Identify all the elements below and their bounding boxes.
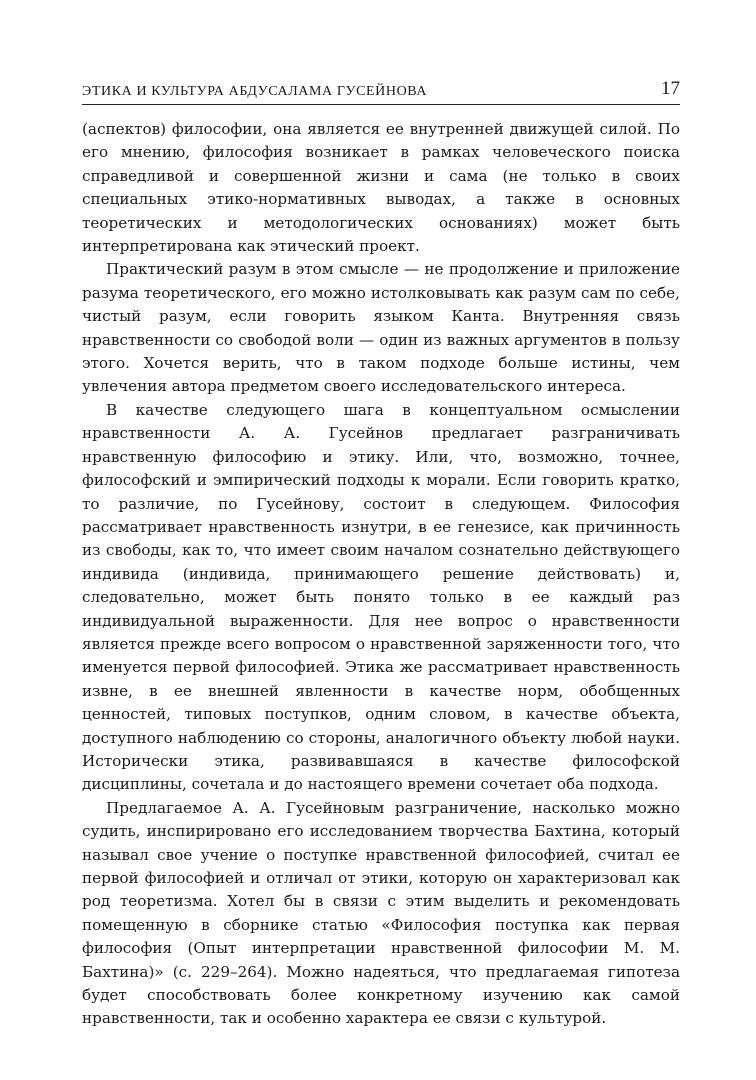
paragraph-2: Практический разум в этом смысле — не продолжение и приложение разума теоретического, его можно истолковывать как разум сам по себе, чистый разум, если говорить языком Канта. Внутренняя связь нравственности со свободой воли — один из важных аргументов в пользу этого. Хочется верить, что в таком подходе больше истины, чем увлечения автора предметом своего исследовательского интереса. bbox=[82, 260, 680, 396]
page-number: 17 bbox=[661, 78, 680, 99]
book-page bbox=[82, 72, 680, 1031]
paragraph-3: В качестве следующего шага в концептуальном осмыслении нравственности А. А. Гусейнов предлагает разграничивать нравственную философию и этику. Или, что, возможно, точнее, философский и эмпирический подходы к морали. Если говорить кратко, то различие, по Гусейнову, состоит в следующем. Философия рассматривает нравственность изнутри, в ее генезисе, как причинность из свободы, как то, что имеет своим началом сознательно действующего индивида (индивида, принимающего решение действовать) и, следовательно, может быть понято только в ее каждый раз индивидуальной выраженности. Для нее вопрос о нравственности является прежде всего вопросом о нравственной заряженности того, что именуется первой философией. Этика же рассматривает нравственность извне, в ее внешней явленности в качестве норм, обобщенных ценностей, типовых поступков, одним словом, в качестве объекта, доступного наблюдению со стороны, аналогичного объекту любой науки. Исторически этика, развивавшаяся в качестве философской дисциплины, сочетала и до настоящего времени сочетает оба подхода. bbox=[82, 400, 680, 794]
paragraph-1: (аспектов) философии, она является ее внутренней движущей силой. По его мнению, философия возникает в рамках человеческого поиска справедливой и совершенной жизни и сама (не только в своих специальных этико-нормативных выводах, а также в основных теоретических и методологических основаниях) может быть интерпретирована как этический проект. bbox=[82, 120, 680, 256]
body-text bbox=[82, 118, 680, 1031]
paragraph-4: Предлагаемое А. А. Гусейновым разграничение, насколько можно судить, инспирировано его исследованием творчества Бахтина, который называл свое учение о поступке нравственной философией, считал ее первой философией и отличал от этики, которую он характеризовал как род теоретизма. Хотел бы в связи с этим выделить и рекомендовать помещенную в сборнике статью «Философия поступка как первая философия (Опыт интерпретации нравственной философии М. М. Бахтина)» (с. 229–264). Можно надеяться, что предлагаемая гипотеза будет способствовать более конкретному изучению как самой нравственности, так и особенно характера ее связи с культурой. bbox=[82, 798, 680, 1028]
running-head bbox=[82, 72, 680, 105]
running-title: ЭТИКА И КУЛЬТУРА АБДУСАЛАМА ГУСЕЙНОВА bbox=[82, 84, 428, 99]
